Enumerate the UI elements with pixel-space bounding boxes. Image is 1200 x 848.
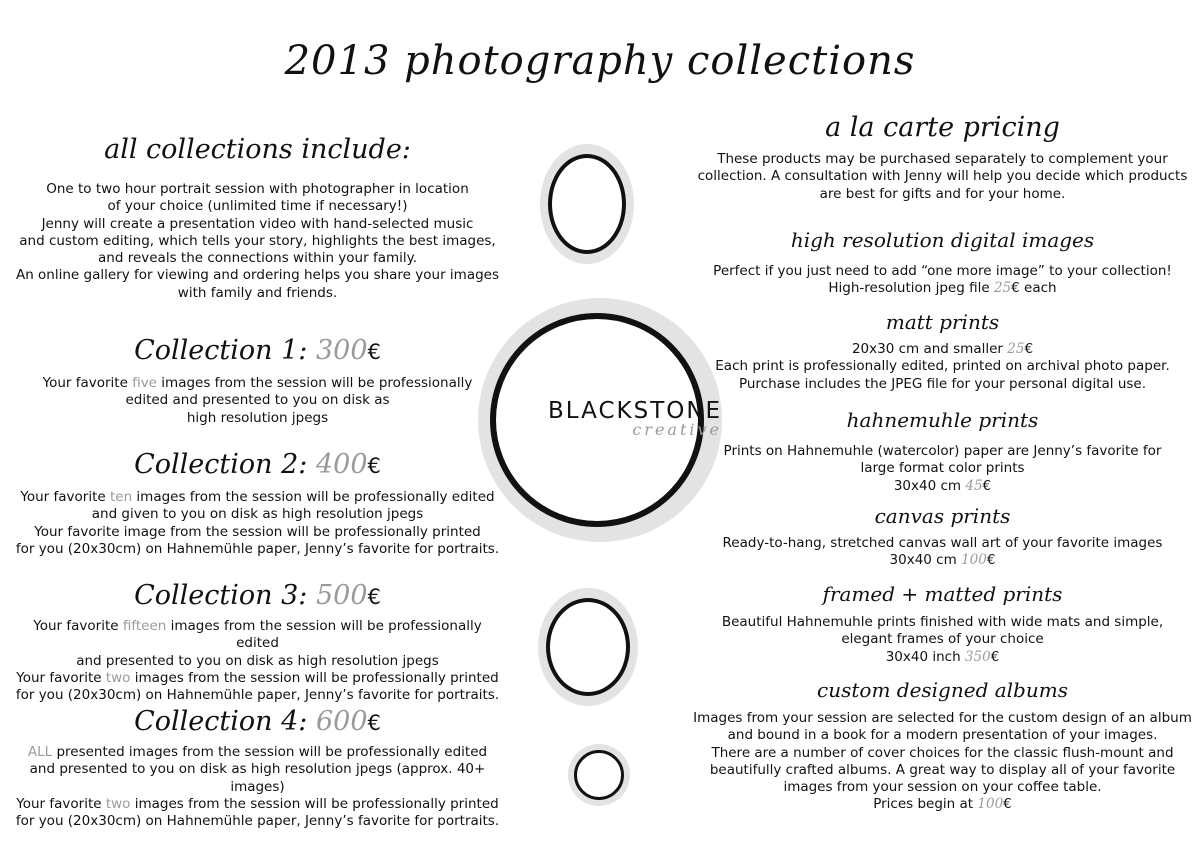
collection-4-label: Collection 4: — [134, 706, 308, 737]
all-line: and custom editing, which tells your story, highlights the best images, — [19, 232, 496, 249]
collection-2-heading — [10, 449, 505, 480]
product-line: 20x30 cm and smaller 25€ — [851, 341, 1034, 357]
albums-heading: custom designed albums — [817, 678, 1068, 702]
product-line: Purchase includes the JPEG file for your personal digital use. — [738, 375, 1147, 392]
collection-line: Your favorite image from the session will be professionally printed — [34, 523, 481, 540]
product-line: 30x40 cm 45€ — [893, 477, 992, 494]
collection-3-price: 500 — [315, 580, 368, 611]
collection-4-text — [10, 744, 505, 830]
collection-4-heading — [10, 706, 505, 737]
product-price: 25 — [993, 280, 1012, 297]
hahnemuhle-prints-heading: hahnemuhle prints — [846, 408, 1039, 432]
currency-symbol: € — [367, 340, 381, 364]
highlight-word: fifteen — [122, 618, 167, 634]
decorative-ring-bottom-inner — [546, 598, 630, 696]
collection-line: and presented to you on disk as high resolution jpegs (approx. 40+ images) — [29, 761, 486, 795]
product-line: 30x40 inch 350€ — [885, 648, 1000, 665]
collection-3-text — [10, 618, 505, 704]
product-price: 45 — [965, 477, 983, 494]
page-title: 2013 photography collections — [284, 38, 916, 84]
intro-line: These products may be purchased separately to complement your — [717, 151, 1168, 167]
collection-1-heading — [10, 335, 505, 366]
all-line: One to two hour portrait session with photographer in location — [46, 181, 469, 197]
collection-line: Your favorite fifteen images from the session will be professionally edited — [33, 618, 482, 652]
canvas-prints-text — [690, 535, 1195, 570]
highlight-word: ALL — [27, 744, 53, 760]
collection-4-price: 600 — [315, 706, 368, 737]
logo-brand: BLACKSTONE — [548, 398, 723, 424]
all-line: and reveals the connections within your family. — [98, 250, 417, 267]
highlight-word: two — [105, 795, 131, 812]
product-line: beautifully crafted albums. A great way to display all of your favorite — [709, 761, 1176, 778]
matt-prints-heading: matt prints — [885, 310, 1000, 334]
framed-prints-heading: framed + matted prints — [822, 582, 1063, 606]
product-line: images from your session on your coffee table. — [783, 779, 1102, 796]
collection-line: ALL presented images from the session will be professionally edited — [27, 744, 488, 760]
collection-line: Your favorite two images from the session will be professionally printed — [16, 669, 499, 686]
collection-line: for you (20x30cm) on Hahnemühle paper, Jenny’s favorite for portraits. — [15, 813, 500, 830]
albums-text — [690, 710, 1195, 814]
product-line: High-resolution jpeg file 25€ each — [828, 280, 1057, 297]
collection-1-price: 300 — [315, 335, 368, 366]
a-la-carte-intro — [690, 151, 1195, 203]
product-line: There are a number of cover choices for the classic flush-mount and — [711, 744, 1174, 761]
collection-2-text — [10, 489, 505, 558]
canvas-prints-heading: canvas prints — [874, 504, 1011, 528]
collection-line: for you (20x30cm) on Hahnemühle paper, Jenny’s favorite for portraits. — [15, 540, 500, 557]
all-collections-heading: all collections include: — [104, 134, 411, 165]
product-price: 350 — [964, 648, 991, 665]
product-line: elegant frames of your choice — [841, 631, 1044, 648]
product-line: Perfect if you just need to add “one more image” to your collection! — [713, 263, 1172, 279]
decorative-ring-top-inner — [548, 154, 626, 254]
digital-images-text — [690, 263, 1195, 298]
collection-3-heading — [10, 580, 505, 611]
collection-line: Your favorite ten images from the session will be professionally edited — [20, 489, 495, 505]
all-line: of your choice (unlimited time if necessary!) — [107, 198, 408, 215]
collection-line: and given to you on disk as high resolution jpegs — [91, 506, 424, 523]
collection-line: and presented to you on disk as high resolution jpegs — [76, 652, 439, 669]
product-line: large format color prints — [860, 460, 1025, 477]
product-price: 100 — [977, 796, 1004, 813]
hahnemuhle-prints-text — [690, 443, 1195, 495]
highlight-word: ten — [109, 489, 133, 505]
intro-line: collection. A consultation with Jenny will help you decide which products — [697, 168, 1188, 185]
highlight-word: five — [132, 375, 157, 391]
product-line: Beautiful Hahnemuhle prints finished with wide mats and simple, — [721, 614, 1164, 630]
collection-2-price: 400 — [315, 449, 368, 480]
collection-line: high resolution jpegs — [186, 409, 329, 426]
all-line: with family and friends. — [177, 284, 338, 301]
matt-prints-text — [690, 341, 1195, 393]
product-line: Prints on Hahnemuhle (watercolor) paper are Jenny’s favorite for — [723, 443, 1162, 459]
product-line: and bound in a book for a modern presentation of your images. — [727, 727, 1158, 744]
a-la-carte-heading: a la carte pricing — [825, 112, 1060, 143]
product-price: 100 — [961, 552, 987, 569]
product-line: Each print is professionally edited, printed on archival photo paper. — [715, 358, 1170, 375]
framed-prints-text — [690, 614, 1195, 666]
intro-line: are best for gifts and for your home. — [819, 185, 1066, 202]
decorative-ring-small-inner — [574, 750, 624, 800]
all-collections-text — [10, 181, 505, 302]
product-line: Ready-to-hang, stretched canvas wall art of your favorite images — [722, 535, 1163, 551]
product-line: Prices begin at 100€ — [873, 796, 1012, 813]
product-price: 25 — [1007, 341, 1025, 357]
collection-line: Your favorite five images from the session will be professionally — [42, 375, 473, 391]
product-line: Images from your session are selected for the custom design of an album — [693, 710, 1192, 726]
all-line: An online gallery for viewing and ordering helps you share your images — [15, 267, 500, 284]
currency-symbol: € — [367, 585, 381, 609]
collection-3-label: Collection 3: — [134, 580, 308, 611]
currency-symbol: € — [367, 711, 381, 735]
collection-line: edited and presented to you on disk as — [125, 392, 390, 409]
product-line: 30x40 cm 100€ — [889, 552, 996, 569]
collection-1-label: Collection 1: — [134, 335, 308, 366]
collection-line: for you (20x30cm) on Hahnemühle paper, Jenny’s favorite for portraits. — [15, 687, 500, 704]
collection-1-text — [10, 375, 505, 427]
all-line: Jenny will create a presentation video with hand-selected music — [41, 215, 474, 232]
currency-symbol: € — [367, 454, 381, 478]
collection-line: Your favorite two images from the session will be professionally printed — [16, 795, 499, 812]
highlight-word: two — [105, 669, 131, 686]
logo-sub: creative — [632, 420, 722, 439]
collection-2-label: Collection 2: — [134, 449, 308, 480]
digital-images-heading: high resolution digital images — [790, 228, 1095, 252]
